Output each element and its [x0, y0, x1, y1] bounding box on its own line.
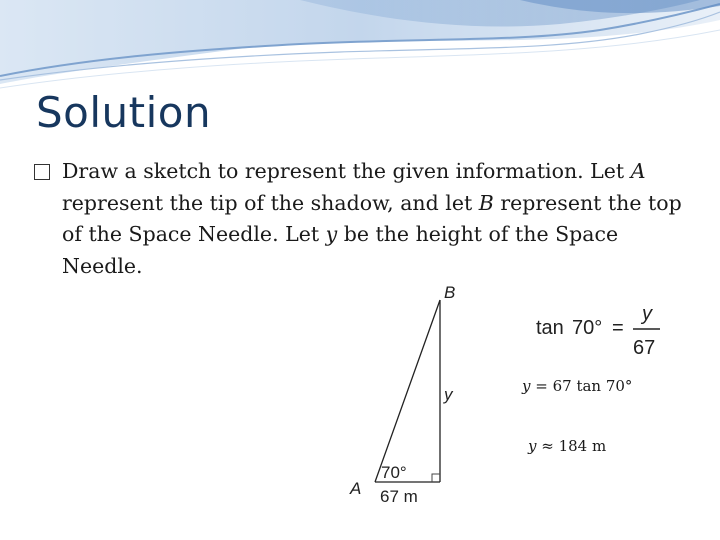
hypotenuse-line: [375, 300, 440, 482]
equals-sign: =: [612, 317, 624, 339]
bullet-text-var-y: y: [325, 222, 338, 246]
right-angle-marker: [432, 474, 440, 482]
fraction-numerator: y: [642, 303, 652, 325]
slide-title: Solution: [36, 88, 212, 137]
equation-line-2: [522, 377, 632, 395]
tan-angle-label: 70°: [572, 317, 603, 339]
tan-equation-panel: [532, 300, 660, 362]
angle-label: 70°: [381, 463, 407, 482]
bullet-text-part: represent the tip of the shadow, and let: [62, 190, 479, 215]
side-label-y: y: [444, 385, 453, 404]
base-label: 67 m: [380, 487, 418, 506]
equation-line-2-var: y: [522, 377, 531, 395]
fraction-denominator: 67: [633, 337, 656, 359]
tan-equation: [532, 300, 660, 362]
equation-line-3-text: ≈ 184 m: [536, 437, 607, 455]
bullet-text-part: represent the top of the Space Needle. Let: [62, 190, 682, 246]
vertex-label-a: A: [350, 479, 362, 498]
equation-line-3: [528, 437, 606, 455]
bullet-glyph-icon: [34, 164, 50, 180]
bullet-text-part: be the height of the Space Needle.: [62, 222, 619, 278]
tan-function-label: tan: [536, 317, 564, 339]
header-swoosh-decoration: [0, 0, 720, 90]
bullet-text: [62, 156, 684, 282]
bullet-text-var-a: A: [630, 159, 646, 183]
bullet-text-part: Draw a sketch to represent the given information. Let: [62, 159, 631, 183]
vertex-label-b: B: [444, 283, 456, 302]
bullet-paragraph: [34, 156, 684, 282]
triangle-diagram: [340, 272, 464, 512]
bullet-text-var-b: B: [478, 190, 494, 215]
equation-line-3-var: y: [528, 437, 537, 455]
equation-line-2-text: = 67 tan 70°: [530, 377, 633, 395]
triangle-figure-panel: [340, 272, 464, 512]
